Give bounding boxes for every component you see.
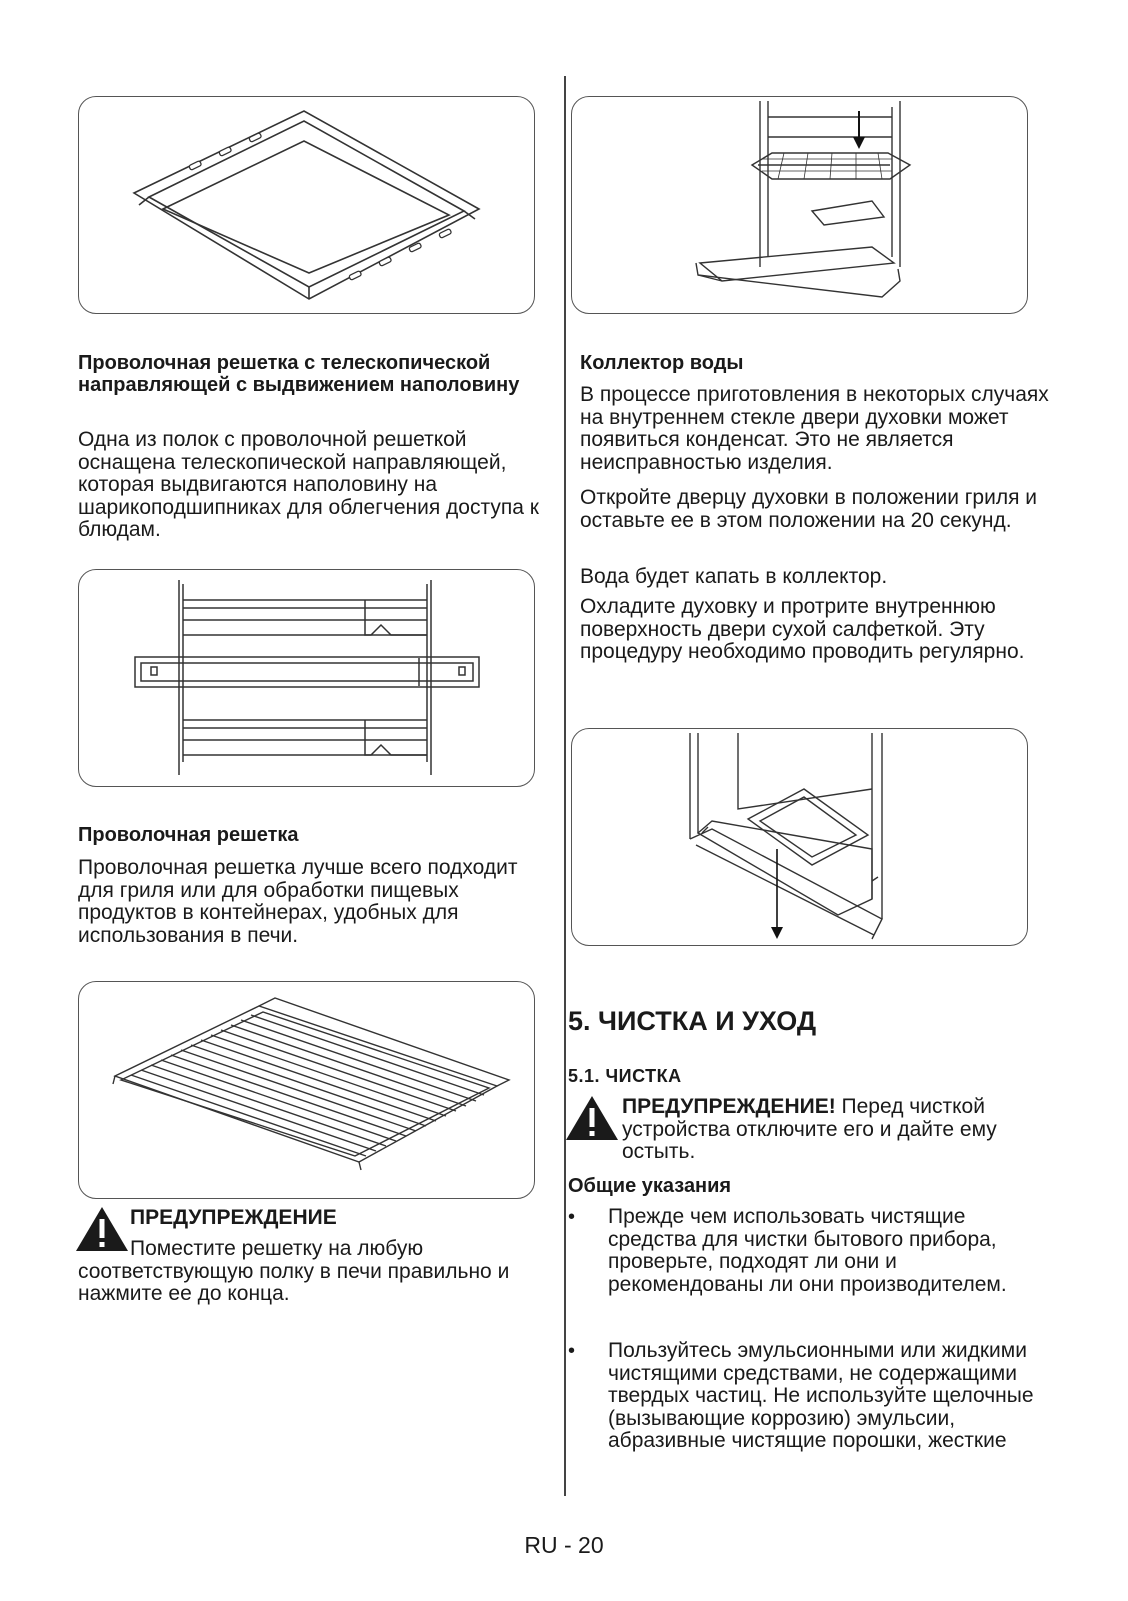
section-title: 5. ЧИСТКА И УХОД: [568, 1006, 817, 1036]
warning-text: Поместите решетку на любую соответствующую полку в печи правильно и нажмите ее до конца.: [78, 1237, 510, 1305]
wire-shelf-illustration: [78, 981, 535, 1199]
wire-shelf-text: Проволочная решетка лучше всего подходит для гриля или для обработки пищевых продуктов в контейнерах, удобных для использования в печи.: [78, 856, 518, 947]
water-collector-p2: Откройте дверцу духовки в положении гриля и оставьте ее в этом положении на 20 секунд.: [580, 486, 1038, 532]
list-item-text: Прежде чем использовать чистящие средства для чистки бытового прибора, проверьте, подходят ли они и рекомендованы ли они производителем.: [608, 1205, 1007, 1296]
subsection-title: 5.1. ЧИСТКА: [568, 1066, 682, 1086]
telescopic-shelf-title: Проволочная решетка с телескопической направляющей с выдвижением наполовину: [78, 352, 520, 396]
oven-door-illustration: [571, 728, 1028, 946]
water-collector-illustration: [571, 96, 1028, 314]
cleaning-warning-bold: ПРЕДУПРЕЖДЕНИЕ!: [622, 1095, 836, 1118]
tray-illustration: [78, 96, 535, 314]
column-divider: [564, 76, 566, 1496]
water-collector-title: Коллектор воды: [580, 352, 744, 374]
cleaning-warning: ПРЕДУПРЕЖДЕНИЕ! Перед чисткой устройства отключите его и дайте ему остыть.: [622, 1095, 997, 1163]
list-item-text: Пользуйтесь эмульсионными или жидкими чистящими средствами, не содержащими твердых частиц. Не используйте щелочные (вызывающие коррозию) эмульсии, абразивные чистящие порошки, жесткие: [608, 1339, 1034, 1452]
general-instructions-title: Общие указания: [568, 1175, 732, 1197]
wire-shelf-title: Проволочная решетка: [78, 824, 299, 846]
water-collector-p1: В процессе приготовления в некоторых случаях на внутреннем стекле двери духовки может появиться конденсат. Это не является неисправностью изделия.: [580, 383, 1049, 474]
warning-title: ПРЕДУПРЕЖДЕНИЕ: [130, 1206, 337, 1229]
telescopic-rail-illustration: [78, 569, 535, 787]
water-collector-p4: Охладите духовку и протрите внутреннюю поверхность двери сухой салфеткой. Эту процедуру необходимо проводить регулярно.: [580, 595, 1025, 663]
warning-triangle-icon: [564, 1094, 620, 1142]
page-number: RU - 20: [524, 1532, 604, 1558]
water-collector-p3: Вода будет капать в коллектор.: [580, 565, 888, 588]
telescopic-shelf-text: Одна из полок с проволочной решеткой оснащена телескопической направляющей, которая выдвигаются наполовину на шарикоподшипниках для облегчения доступа к блюдам.: [78, 428, 539, 541]
